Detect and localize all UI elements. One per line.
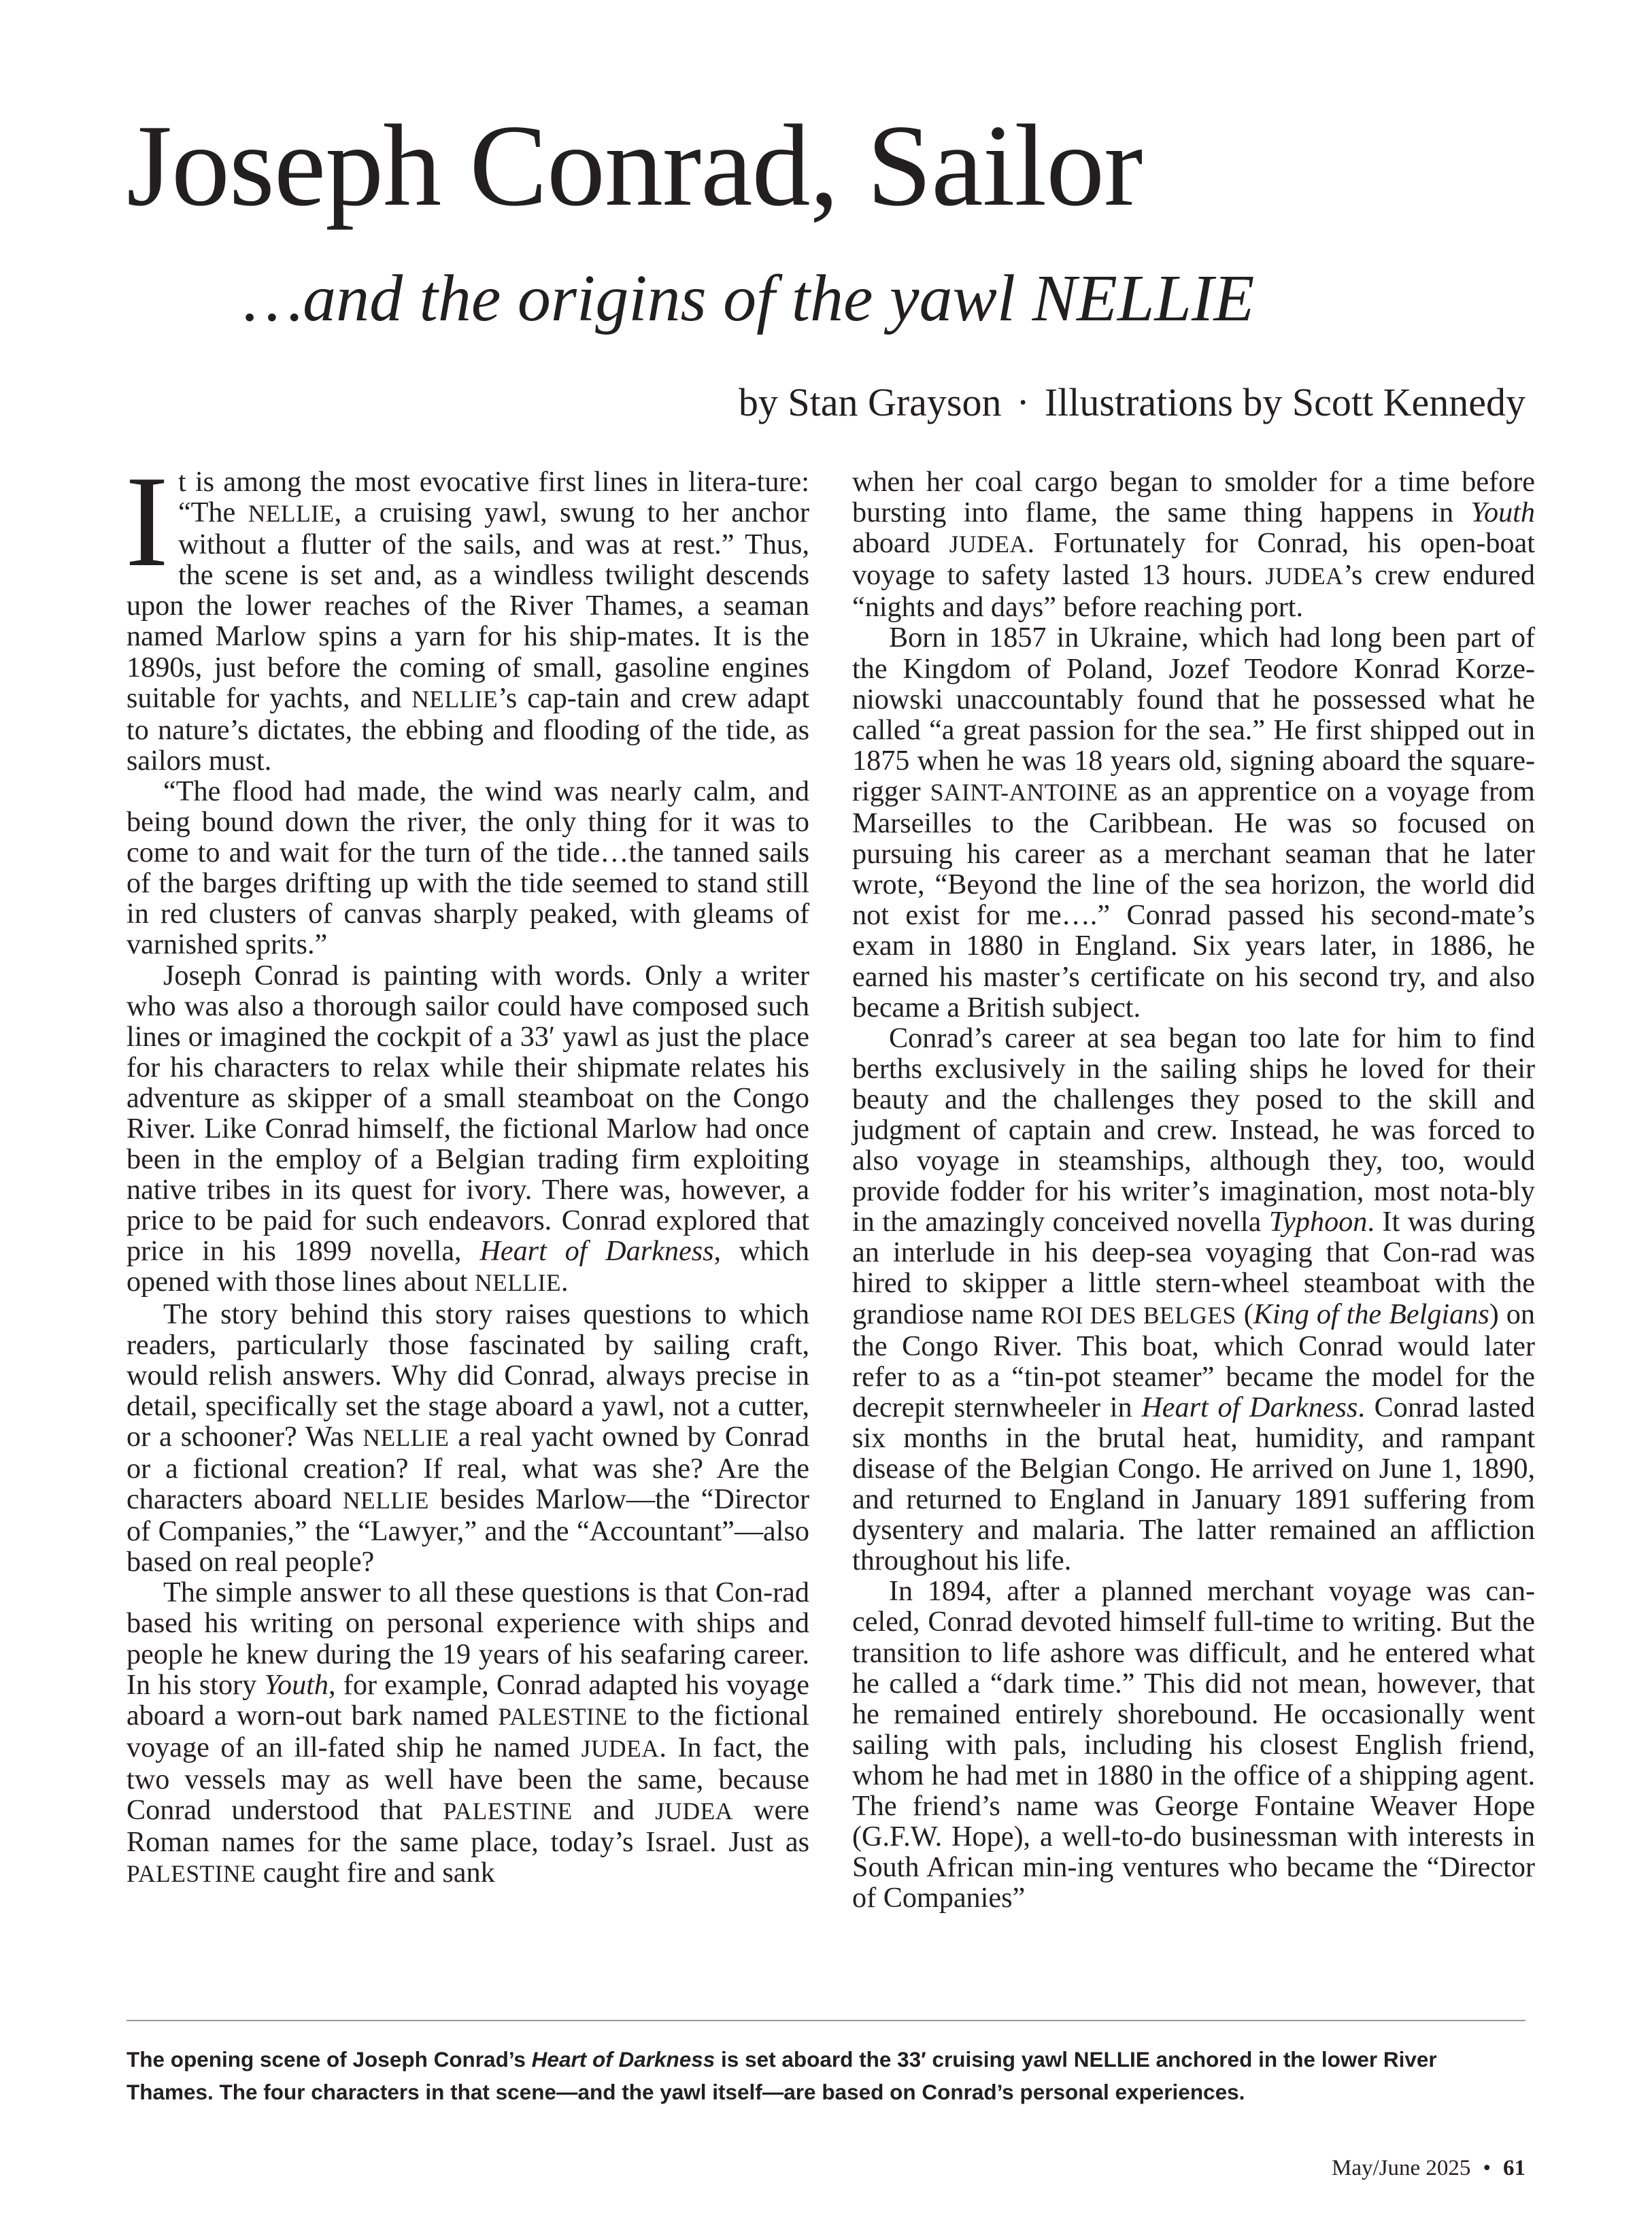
paragraph-right-3: Conrad’s career at sea began too late for him to find berths exclusively in the sailing ships he loved for their beauty and the challenges they posed to the skill and judgment of captain and crew. Instead, he was forced to also voyage in steamships, although they, too, would provide fodder for his writer’s imagination, most nota-bly in the amazingly conceived novella Typhoon. It was during an interlude in his deep-sea voyaging that Con-rad was hired to skipper a little stern-wheel steamboat with the grandiose name ROI DES BELGES (King of the Belgians) on the Congo River. This boat, which Conrad would later refer to as a “tin-pot steamer” became the model for the decrepit sternwheeler in Heart of Darkness. Conrad lasted six months in the brutal heat, humidity, and rampant disease of the Belgian Congo. He arrived on June 1, 1890, and returned to England in January 1891 suffering from dysentery and malaria. The latter remained an affliction throughout his life. — [852, 1021, 1535, 1577]
paragraph-left-1: It is among the most evocative first lines in litera-ture: “The NELLIE, a cruising yawl, swung to her anchor without a flutter of the sails, and was at rest.” Thus, the scene is set and, as a windless twilight descends upon the lower reaches of the River Thames, a seaman named Marlow spins a yarn for his ship-mates. It is the 1890s, just before the coming of small, gasoline engines suitable for yachts, and NELLIE’s cap-tain and crew adapt to nature’s dictates, the ebbing and flooding of the tide, as sailors must. — [125, 449, 809, 777]
byline — [738, 380, 1525, 424]
byline-illustrator: Illustrations by Scott Kennedy — [1044, 380, 1525, 424]
article-column-left — [125, 449, 810, 1889]
article-subtitle: …and the origins of the yawl NELLIE — [243, 262, 1255, 335]
paragraph-left-4: The story behind this story raises questions to which readers, particularly those fascinated by sailing craft, would relish answers. Why did Conrad, always precise in detail, specifically set the stage aboard a yawl, not a cutter, or a schooner? Was NELLIE a real yacht owned by Conrad or a fictional creation? If real, what was she? Are the characters aboard NELLIE besides Marlow—the “Director of Companies,” the “Lawyer,” and the “Accountant”—also based on real people? — [127, 1298, 810, 1578]
paragraph-left-3: Joseph Conrad is painting with words. Only a writer who was also a thorough sailor could have composed such lines or imagined the cockpit of a 33′ yawl as just the place for his characters to relax while their shipmate relates his adventure as skipper of a small steamboat on the Congo River. Like Conrad himself, the fictional Marlow had once been in the employ of a Belgian trading firm exploiting native tribes in its quest for ivory. There was, however, a price to be paid for such endeavors. Conrad explored that price in his 1899 novella, Heart of Darkness, which opened with those lines about NELLIE. — [127, 959, 809, 1298]
byline-author: by Stan Grayson — [738, 380, 1002, 424]
page-footer — [1332, 2157, 1525, 2180]
paragraph-left-2: “The flood had made, the wind was nearly calm, and being bound down the river, the only thing for it was to come to and wait for the turn of the tide…the tanned sails of the barges drifting up with the tide seemed to stand still in red clusters of canvas sharply peaked, with gleams of varnished sprits.” — [127, 775, 809, 961]
page-number: 61 — [1503, 2156, 1525, 2180]
paragraph-right-4: In 1894, after a planned merchant voyage was can-celed, Conrad devoted himself full-time to writing. But the transition to life ashore was difficult, and he entered what he called a “dark time.” This did not mean, however, that he remained entirely shorebound. He occasionally went sailing with pals, including his closest English friend, whom he had met in 1880 in the office of a shipping agent. The friend’s name was George Fontaine Weaver Hope (G.F.W. Hope), a well-to-do businessman with interests in South African min-ing ventures who became the “Director of Companies” — [852, 1575, 1535, 1914]
image-caption — [127, 2043, 1525, 2108]
footer-bullet: • — [1483, 2156, 1491, 2180]
drop-cap: I — [125, 449, 169, 594]
article-title: Joseph Conrad, Sailor — [127, 101, 1143, 231]
article-column-right — [852, 467, 1535, 1913]
paragraph-left-5: The simple answer to all these questions is that Con-rad based his writing on personal experience with ships and people he knew during the 19 years of his seafaring career. In his story Youth, for example, Conrad adapted his voyage aboard a worn-out bark named PALESTINE to the fictional voyage of an ill-fated ship he named JUDEA. In fact, the two vessels may as well have been the same, because Conrad understood that PALESTINE and JUDEA were Roman names for the same place, today’s Israel. Just as PALESTINE caught fire and sank — [127, 1576, 809, 1889]
byline-separator: · — [1016, 380, 1030, 424]
caption-text-2: is set aboard the 33′ cruising yawl NELLIE anchored in the lower River Thames. The four characters in that scene—and the yawl itself—are based on Conrad’s personal experiences. — [127, 2047, 1437, 2104]
caption-divider — [127, 2020, 1525, 2021]
caption-text-1: The opening scene of Joseph Conrad’s — [127, 2047, 532, 2072]
paragraph-right-1: when her coal cargo began to smolder for a time before bursting into flame, the same thing happens in Youth aboard JUDEA. Fortunately for Conrad, his open-boat voyage to safety lasted 13 hours. JUDEA’s crew endured “nights and days” before reaching port. — [852, 466, 1535, 624]
caption-book-title: Heart of Darkness — [531, 2047, 715, 2072]
issue-date: May/June 2025 — [1332, 2156, 1471, 2180]
paragraph-right-2: Born in 1857 in Ukraine, which had long been part of the Kingdom of Poland, Jozef Teodore Konrad Korze-niowski unaccountably found that he possessed what he called “a great passion for the sea.” He first shipped out in 1875 when he was 18 years old, signing aboard the square-rigger SAINT-ANTOINE as an apprentice on a voyage from Marseilles to the Caribbean. He was so focused on pursuing his career as a merchant seaman that he later wrote, “Beyond the line of the sea horizon, the world did not exist for me….” Conrad passed his second-mate’s exam in 1880 in England. Six years later, in 1886, he earned his master’s certificate on his second try, and also became a British subject. — [852, 622, 1535, 1024]
